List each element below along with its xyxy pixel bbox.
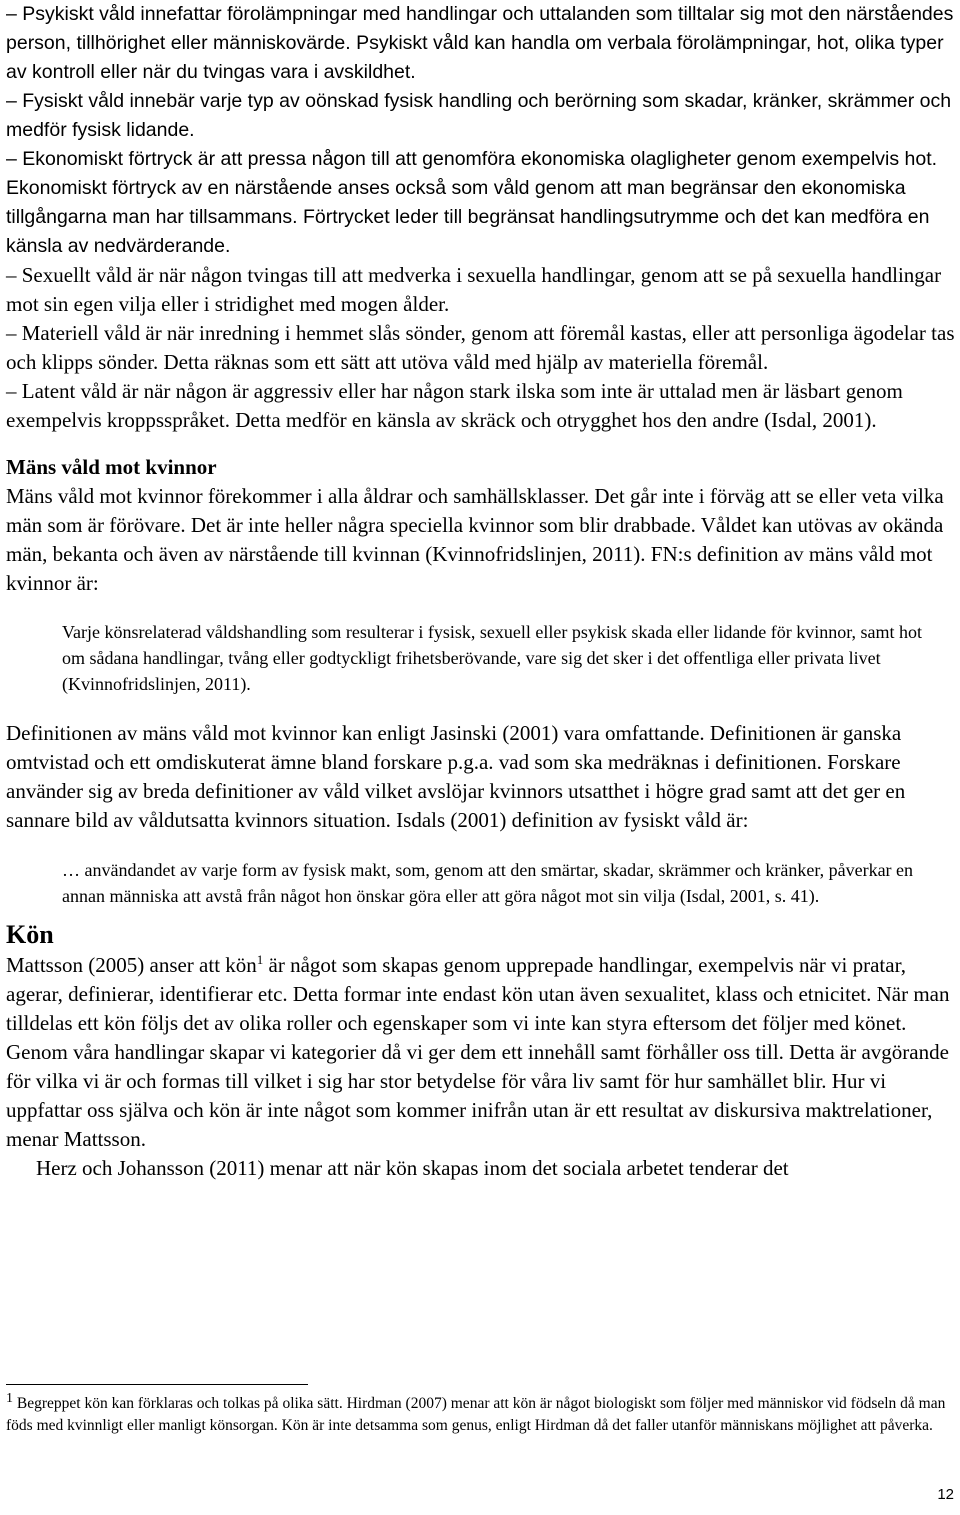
section-heading-kon: Kön [6, 920, 54, 949]
paragraph-psykiskt-vald: – Psykiskt våld innefattar förolämpningar med handlingar och uttalanden som tilltalar sig mot den närståendes person, tillhörighet eller människovärde. Psykiskt våld kan handla om verbala förolämpningar, hot, olika typer av kontroll eller när du tvingas vara i avskildhet. [6, 3, 954, 83]
footnote [6, 1393, 958, 1437]
paragraph-latent-vald: – Latent våld är när någon är aggressiv eller har någon stark ilska som inte är uttalad men är läsbart genom exempelvis kroppsspråket. Detta medför en känsla av skräck och otrygghet hos den andre (Isdal, 2001). [6, 379, 903, 432]
document-page [6, 0, 956, 1183]
paragraph-ekonomiskt-fortryck: – Ekonomiskt förtryck är att pressa någon till att genomföra ekonomiska olagligheter genom exempelvis hot. Ekonomiskt förtryck av en närstående anses också som våld genom att man begränsar den ekonomiska tillgångarna man har tillsammans. Förtrycket leder till begränsat handlingsutrymme och det kan medföra en känsla av nedvärderande. [6, 148, 938, 257]
block-quote-fn-definition: Varje könsrelaterad våldshandling som resulterar i fysisk, sexuell eller psykisk skada eller lidande för kvinnor, samt hot om sådana handlingar, tvång eller godtyckligt frihetsberövande, vare sig det sker i det offentliga eller privata livet (Kvinnofridslinjen, 2011). [62, 622, 923, 694]
paragraph-mattsson-start: Mattsson (2005) anser att kön [6, 953, 257, 977]
block-quote-isdal-definition: … användandet av varje form av fysisk makt, som, genom att den smärtar, skadar, skrämmer och kränker, påverkar en annan människa att avstå från något hon önskar göra eller att göra något mot sin vilja (Isdal, 2001, s. 41). [62, 860, 914, 906]
paragraph-fysiskt-vald: – Fysiskt våld innebär varje typ av oönskad fysisk handling och berörning som skadar, kränker, skrämmer och medför fysisk lidande. [6, 90, 952, 141]
paragraph-mans-vald-intro: Mäns våld mot kvinnor förekommer i alla åldrar och samhällsklasser. Det går inte i förväg att se eller veta vilka män som är förövare. Det är inte heller några speciella kvinnor som blir drabbade. Våldet kan utövas av okända män, bekanta och även av närstående till kvinnan (Kvinnofridslinjen, 2011). FN:s definition av mäns våld mot kvinnor är: [6, 484, 944, 595]
paragraph-sexuellt-vald: – Sexuellt våld är när någon tvingas till att medverka i sexuella handlingar, genom att se på sexuella handlingar mot sin egen vilja eller i stridighet med mogen ålder. [6, 263, 942, 316]
footnote-separator [6, 1384, 308, 1385]
section-heading-mans-vald: Mäns våld mot kvinnor [6, 455, 217, 479]
footnote-text: Begreppet kön kan förklaras och tolkas på olika sätt. Hirdman (2007) menar att kön är något biologiskt som följer med människor vid födseln då man föds med kvinnligt eller manligt könsorgan. Kön är inte detsamma som genus, enligt Hirdman då det faller utanför människans möjlighet att påverka. [6, 1395, 946, 1434]
footnote-number: 1 [6, 1391, 13, 1406]
paragraph-mattsson [6, 951, 956, 1154]
footnote-reference: 1 [256, 952, 264, 967]
paragraph-herz-johansson: Herz och Johansson (2011) menar att när kön skapas inom det sociala arbetet tenderar det [36, 1156, 789, 1180]
paragraph-mattsson-end: är något som skapas genom upprepade handlingar, exempelvis när vi pratar, agerar, definierar, identifierar etc. Detta formar inte endast kön utan även sexualitet, klass och etnicitet. När man tilldelas ett kön följs det av olika roller och egenskaper som vi inte kan styra eftersom det följer med könet. Genom våra handlingar skapar vi kategorier då vi ger dem ett innehåll samt förhåller oss till. Detta är avgörande för vilka vi är och formas till vilket i sig har stor betydelse för våra liv samt för hur samhället blir. Hur vi uppfattar oss själva och kön är inte något som kommer inifrån utan är ett resultat av diskursiva maktrelationer, menar Mattsson. [6, 953, 950, 1151]
paragraph-materiell-vald: – Materiell våld är när inredning i hemmet slås sönder, genom att föremål kastas, eller att personliga ägodelar tas och klipps sönder. Detta räknas som ett sätt att utöva våld med hjälp av materiella föremål. [6, 321, 955, 374]
paragraph-jasinski-definition: Definitionen av mäns våld mot kvinnor kan enligt Jasinski (2001) vara omfattande. Definitionen är ganska omtvistad och ett omdiskuterat ämne bland forskare p.g.a. vad som ska medräknas i definitionen. Forskare använder sig av breda definitioner av våld vilket avslöjar kvinnors utsatthet i högre grad samt att det ger en sannare bild av våldutsatta kvinnors situation. Isdals (2001) definition av fysiskt våld är: [6, 721, 906, 832]
page-number: 12 [937, 1486, 954, 1503]
